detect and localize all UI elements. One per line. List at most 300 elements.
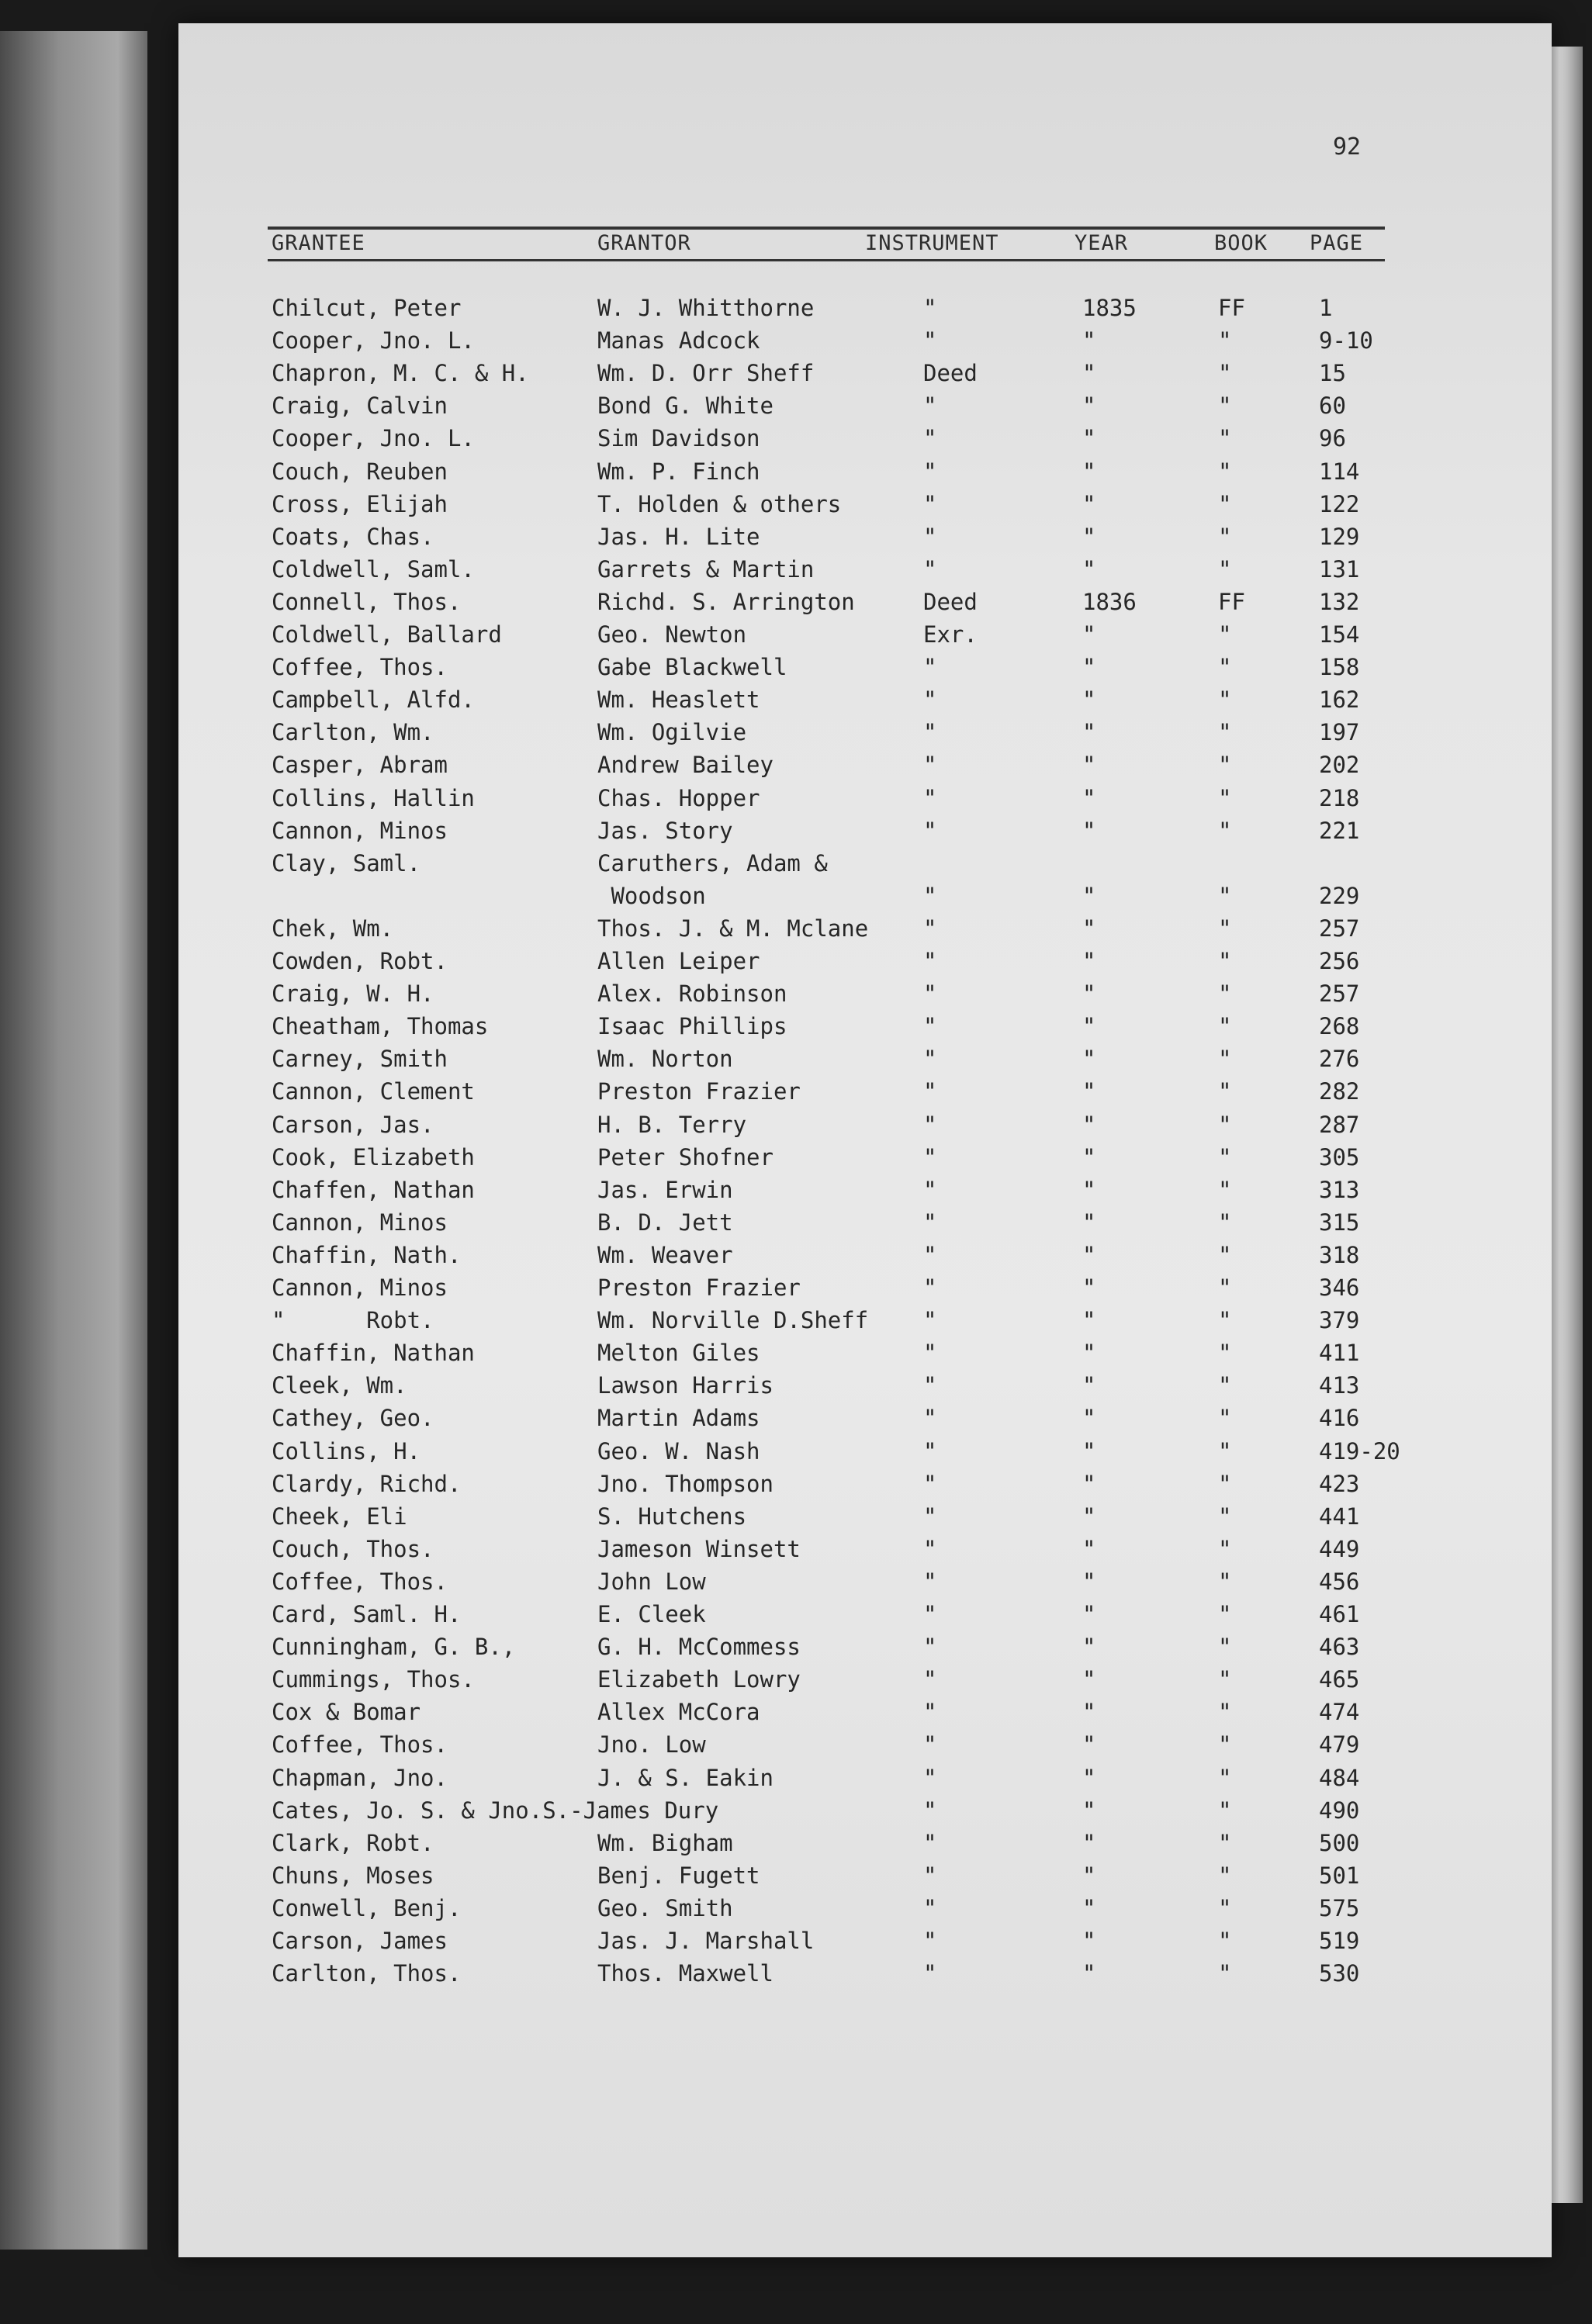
book-cell: "	[1218, 1829, 1232, 1856]
grantor-cell: John Low	[597, 1568, 706, 1595]
grantee-cell: Coffee, Thos.	[272, 1568, 448, 1595]
instrument-cell: "	[923, 1405, 937, 1432]
grantee-cell: Chek, Wm.	[272, 915, 394, 942]
page-cell: 257	[1319, 915, 1360, 942]
book-cell: "	[1218, 882, 1232, 909]
year-cell: "	[1082, 1699, 1096, 1726]
book-cell: "	[1218, 752, 1232, 779]
year-cell: "	[1082, 719, 1096, 746]
table-row	[0, 785, 1592, 818]
page-cell: 411	[1319, 1340, 1360, 1367]
year-cell: "	[1082, 752, 1096, 779]
grantor-cell: Geo. Smith	[597, 1894, 733, 1921]
book-cell: "	[1218, 1960, 1232, 1987]
grantor-cell: Caruthers, Adam &	[597, 849, 828, 877]
year-cell: "	[1082, 458, 1096, 485]
instrument-cell: "	[923, 817, 937, 844]
year-cell: 1835	[1082, 295, 1137, 321]
year-cell: "	[1082, 1340, 1096, 1367]
year-cell: "	[1082, 393, 1096, 420]
grantor-cell: Jas. H. Lite	[597, 523, 760, 550]
table-row	[0, 295, 1592, 327]
table-row	[0, 524, 1592, 556]
table-row	[0, 1765, 1592, 1797]
year-cell: 1836	[1082, 588, 1137, 615]
page-cell: 60	[1319, 393, 1346, 420]
table-row	[0, 458, 1592, 491]
page-cell: 287	[1319, 1111, 1360, 1138]
instrument-cell: "	[923, 1241, 937, 1268]
instrument-cell: "	[923, 1634, 937, 1661]
table-row	[0, 491, 1592, 524]
page-cell: 257	[1319, 980, 1360, 1008]
table-row	[0, 1405, 1592, 1437]
page-cell: 419-20	[1319, 1437, 1400, 1465]
grantee-cell: Cates, Jo. S. & Jno.S.-James Dury	[272, 1797, 719, 1824]
instrument-cell: "	[923, 1437, 937, 1465]
grantor-cell: Geo. W. Nash	[597, 1437, 760, 1465]
instrument-cell: "	[923, 1764, 937, 1791]
grantee-cell: Chapron, M. C. & H.	[272, 360, 529, 387]
book-cell: "	[1218, 425, 1232, 452]
table-row	[0, 818, 1592, 850]
instrument-cell: Exr.	[923, 621, 978, 648]
instrument-cell: "	[923, 980, 937, 1008]
year-cell: "	[1082, 1078, 1096, 1105]
table-row	[0, 915, 1592, 948]
book-cell: "	[1218, 1568, 1232, 1595]
table-row	[0, 1340, 1592, 1372]
year-cell: "	[1082, 1209, 1096, 1236]
page-cell: 268	[1319, 1013, 1360, 1040]
grantee-cell: Cox & Bomar	[272, 1699, 421, 1726]
grantor-cell: Wm. Ogilvie	[597, 719, 747, 746]
year-cell: "	[1082, 1568, 1096, 1595]
page-cell: 202	[1319, 752, 1360, 779]
grantor-cell: Jno. Low	[597, 1731, 706, 1759]
table-row	[0, 393, 1592, 425]
instrument-cell: "	[923, 295, 937, 321]
grantee-cell: Cannon, Minos	[272, 1209, 448, 1236]
book-cell: "	[1218, 1699, 1232, 1726]
grantor-cell: Wm. Norville D.Sheff	[597, 1307, 869, 1334]
grantor-cell: H. B. Terry	[597, 1111, 747, 1138]
instrument-cell: "	[923, 1829, 937, 1856]
grantor-cell: Chas. Hopper	[597, 784, 760, 811]
grantor-cell: Wm. Bigham	[597, 1829, 733, 1856]
page-number: 92	[1333, 133, 1362, 161]
grantor-cell: Peter Shofner	[597, 1143, 774, 1171]
grantee-cell: Coffee, Thos.	[272, 654, 448, 681]
grantee-cell: Campbell, Alfd.	[272, 686, 475, 714]
grantor-cell: Elizabeth Lowry	[597, 1666, 801, 1693]
page-cell: 221	[1319, 817, 1360, 844]
instrument-cell: "	[923, 654, 937, 681]
book-cell: "	[1218, 1601, 1232, 1627]
grantor-cell: Wm. Norton	[597, 1046, 733, 1073]
page-cell: 197	[1319, 719, 1360, 746]
page-cell: 256	[1319, 948, 1360, 974]
year-cell: "	[1082, 1731, 1096, 1759]
grantor-cell: Jas. J. Marshall	[597, 1928, 815, 1954]
book-cell: "	[1218, 1764, 1232, 1791]
page-cell: 530	[1319, 1960, 1360, 1987]
page-cell: 346	[1319, 1274, 1360, 1301]
grantor-cell: B. D. Jett	[597, 1209, 733, 1236]
instrument-cell: "	[923, 1731, 937, 1759]
book-cell: "	[1218, 817, 1232, 844]
grantor-cell: Woodson	[597, 882, 706, 909]
instrument-cell: "	[923, 1601, 937, 1627]
grantee-cell: Clay, Saml.	[272, 849, 421, 877]
header-rule-bottom	[268, 259, 1385, 261]
table-row	[0, 1013, 1592, 1046]
table-row	[0, 1960, 1592, 1993]
grantee-cell: Cannon, Minos	[272, 817, 448, 844]
table-row	[0, 425, 1592, 458]
page-cell: 465	[1319, 1666, 1360, 1693]
book-cell: "	[1218, 1503, 1232, 1530]
grantee-cell: Couch, Thos.	[272, 1535, 434, 1562]
page-cell: 463	[1319, 1634, 1360, 1661]
table-row	[0, 1536, 1592, 1568]
page-cell: 96	[1319, 425, 1346, 452]
book-cell: FF	[1218, 295, 1245, 321]
book-cell: "	[1218, 555, 1232, 583]
book-cell: "	[1218, 1894, 1232, 1921]
year-cell: "	[1082, 817, 1096, 844]
table-row	[0, 654, 1592, 686]
grantor-cell: Andrew Bailey	[597, 752, 774, 779]
table-row	[0, 980, 1592, 1013]
year-cell: "	[1082, 1764, 1096, 1791]
page-cell: 461	[1319, 1601, 1360, 1627]
page-cell: 129	[1319, 523, 1360, 550]
instrument-cell: "	[923, 1568, 937, 1595]
book-cell: "	[1218, 654, 1232, 681]
year-cell: "	[1082, 1013, 1096, 1040]
grantee-cell: Casper, Abram	[272, 752, 448, 779]
year-cell: "	[1082, 490, 1096, 517]
instrument-cell: "	[923, 752, 937, 779]
book-cell: "	[1218, 1209, 1232, 1236]
header-page: PAGE	[1310, 231, 1364, 255]
grantee-cell: Connell, Thos.	[272, 588, 462, 615]
instrument-cell: "	[923, 1470, 937, 1497]
grantor-cell: Preston Frazier	[597, 1274, 801, 1301]
year-cell: "	[1082, 1307, 1096, 1334]
grantee-cell: Cross, Elijah	[272, 490, 448, 517]
year-cell: "	[1082, 1274, 1096, 1301]
grantor-cell: Lawson Harris	[597, 1372, 774, 1399]
page-cell: 441	[1319, 1503, 1360, 1530]
grantee-cell: Chaffen, Nathan	[272, 1176, 475, 1203]
year-cell: "	[1082, 980, 1096, 1008]
instrument-cell: "	[923, 1111, 937, 1138]
grantee-cell: Collins, Hallin	[272, 784, 475, 811]
table-row	[0, 1438, 1592, 1471]
page-cell: 132	[1319, 588, 1360, 615]
book-cell: "	[1218, 1666, 1232, 1693]
book-cell: "	[1218, 1241, 1232, 1268]
table-row	[0, 1177, 1592, 1209]
book-cell: "	[1218, 1274, 1232, 1301]
instrument-cell: "	[923, 1176, 937, 1203]
instrument-cell: "	[923, 1143, 937, 1171]
table-row	[0, 1112, 1592, 1144]
book-cell: "	[1218, 1307, 1232, 1334]
instrument-cell: "	[923, 1274, 937, 1301]
table-row	[0, 1307, 1592, 1340]
instrument-cell: "	[923, 1797, 937, 1824]
table-row	[0, 1862, 1592, 1895]
year-cell: "	[1082, 948, 1096, 974]
grantee-cell: Cathey, Geo.	[272, 1405, 434, 1432]
year-cell: "	[1082, 654, 1096, 681]
book-cell: "	[1218, 360, 1232, 387]
grantee-cell: Craig, W. H.	[272, 980, 434, 1008]
instrument-cell: "	[923, 523, 937, 550]
instrument-cell: "	[923, 458, 937, 485]
instrument-cell: "	[923, 882, 937, 909]
book-cell: "	[1218, 1046, 1232, 1073]
page-cell: 519	[1319, 1928, 1360, 1954]
table-row	[0, 1209, 1592, 1242]
book-cell: "	[1218, 1535, 1232, 1562]
book-cell: "	[1218, 915, 1232, 942]
year-cell: "	[1082, 1437, 1096, 1465]
table-row	[0, 1274, 1592, 1307]
year-cell: "	[1082, 882, 1096, 909]
grantor-cell: S. Hutchens	[597, 1503, 747, 1530]
instrument-cell: "	[923, 1372, 937, 1399]
year-cell: "	[1082, 1666, 1096, 1693]
book-cell: "	[1218, 784, 1232, 811]
header-year: YEAR	[1075, 231, 1129, 255]
instrument-cell: "	[923, 1862, 937, 1889]
book-cell: "	[1218, 327, 1232, 354]
instrument-cell: "	[923, 1340, 937, 1367]
header-grantor: GRANTOR	[597, 231, 691, 255]
grantor-cell: Wm. Heaslett	[597, 686, 760, 714]
instrument-cell: "	[923, 1928, 937, 1954]
page-cell: 379	[1319, 1307, 1360, 1334]
book-cell: "	[1218, 719, 1232, 746]
grantor-cell: Sim Davidson	[597, 425, 760, 452]
table-row	[0, 1242, 1592, 1274]
book-cell: "	[1218, 1797, 1232, 1824]
page-cell: 313	[1319, 1176, 1360, 1203]
grantee-cell: Chapman, Jno.	[272, 1764, 448, 1791]
grantor-cell: Allex McCora	[597, 1699, 760, 1726]
table-row	[0, 1634, 1592, 1666]
grantor-cell: Jas. Story	[597, 817, 733, 844]
instrument-cell: Deed	[923, 360, 978, 387]
grantee-cell: Carlton, Wm.	[272, 719, 434, 746]
book-cell: "	[1218, 1731, 1232, 1759]
instrument-cell: "	[923, 915, 937, 942]
grantor-cell: Melton Giles	[597, 1340, 760, 1367]
book-cell: "	[1218, 1176, 1232, 1203]
book-cell: "	[1218, 621, 1232, 648]
page-cell: 9-10	[1319, 327, 1373, 354]
grantee-cell: Cowden, Robt.	[272, 948, 448, 974]
grantee-cell: Clardy, Richd.	[272, 1470, 462, 1497]
year-cell: "	[1082, 1928, 1096, 1954]
page-cell: 490	[1319, 1797, 1360, 1824]
grantee-cell: " Robt.	[272, 1307, 434, 1334]
table-row	[0, 556, 1592, 589]
year-cell: "	[1082, 1241, 1096, 1268]
grantee-cell: Coldwell, Ballard	[272, 621, 502, 648]
grantor-cell: Benj. Fugett	[597, 1862, 760, 1889]
year-cell: "	[1082, 915, 1096, 942]
book-cell: "	[1218, 458, 1232, 485]
year-cell: "	[1082, 555, 1096, 583]
page-cell: 479	[1319, 1731, 1360, 1759]
grantor-cell: Martin Adams	[597, 1405, 760, 1432]
year-cell: "	[1082, 1503, 1096, 1530]
year-cell: "	[1082, 1372, 1096, 1399]
grantee-cell: Cooper, Jno. L.	[272, 327, 475, 354]
instrument-cell: "	[923, 784, 937, 811]
book-cell: "	[1218, 1078, 1232, 1105]
grantee-cell: Carson, Jas.	[272, 1111, 434, 1138]
table-row	[0, 360, 1592, 393]
instrument-cell: "	[923, 1209, 937, 1236]
page-cell: 15	[1319, 360, 1346, 387]
table-row	[0, 1895, 1592, 1928]
page-cell: 575	[1319, 1894, 1360, 1921]
book-cell: "	[1218, 948, 1232, 974]
grantee-cell: Chaffin, Nathan	[272, 1340, 475, 1367]
grantor-cell: W. J. Whitthorne	[597, 295, 815, 321]
page-cell: 282	[1319, 1078, 1360, 1105]
page-cell: 276	[1319, 1046, 1360, 1073]
grantee-cell: Carney, Smith	[272, 1046, 448, 1073]
book-cell: "	[1218, 1928, 1232, 1954]
year-cell: "	[1082, 425, 1096, 452]
instrument-cell: "	[923, 1503, 937, 1530]
grantor-cell: Thos. J. & M. Mclane	[597, 915, 869, 942]
table-row	[0, 752, 1592, 784]
table-row	[0, 1601, 1592, 1634]
table-row	[0, 1078, 1592, 1111]
grantor-cell: Jno. Thompson	[597, 1470, 774, 1497]
year-cell: "	[1082, 1829, 1096, 1856]
table-row	[0, 686, 1592, 719]
grantor-cell: Garrets & Martin	[597, 555, 815, 583]
grantor-cell: Geo. Newton	[597, 621, 747, 648]
grantee-cell: Cummings, Thos.	[272, 1666, 475, 1693]
year-cell: "	[1082, 327, 1096, 354]
grantor-cell: J. & S. Eakin	[597, 1764, 774, 1791]
table-row	[0, 883, 1592, 915]
table-row	[0, 1144, 1592, 1177]
year-cell: "	[1082, 1862, 1096, 1889]
instrument-cell: "	[923, 686, 937, 714]
book-cell: "	[1218, 1340, 1232, 1367]
year-cell: "	[1082, 1634, 1096, 1661]
year-cell: "	[1082, 1960, 1096, 1987]
grantor-cell: Alex. Robinson	[597, 980, 787, 1008]
instrument-cell: "	[923, 555, 937, 583]
table-row	[0, 1372, 1592, 1405]
instrument-cell: "	[923, 719, 937, 746]
year-cell: "	[1082, 1894, 1096, 1921]
instrument-cell: "	[923, 1013, 937, 1040]
book-cell: FF	[1218, 588, 1245, 615]
page-cell: 158	[1319, 654, 1360, 681]
page-cell: 305	[1319, 1143, 1360, 1171]
grantor-cell: Richd. S. Arrington	[597, 588, 855, 615]
grantee-cell: Couch, Reuben	[272, 458, 448, 485]
table-row	[0, 1568, 1592, 1601]
grantee-cell: Cook, Elizabeth	[272, 1143, 475, 1171]
instrument-cell: "	[923, 1046, 937, 1073]
grantor-cell: Thos. Maxwell	[597, 1960, 774, 1987]
year-cell: "	[1082, 523, 1096, 550]
page-cell: 416	[1319, 1405, 1360, 1432]
table-row	[0, 719, 1592, 752]
grantor-cell: Isaac Phillips	[597, 1013, 787, 1040]
grantor-cell: Bond G. White	[597, 393, 774, 420]
table-row	[0, 1699, 1592, 1731]
instrument-cell: Deed	[923, 588, 978, 615]
grantee-cell: Chilcut, Peter	[272, 295, 462, 321]
grantee-cell: Cleek, Wm.	[272, 1372, 407, 1399]
instrument-cell: "	[923, 1960, 937, 1987]
book-cell: "	[1218, 1470, 1232, 1497]
year-cell: "	[1082, 1046, 1096, 1073]
book-cell: "	[1218, 393, 1232, 420]
header-grantee: GRANTEE	[272, 231, 365, 255]
instrument-cell: "	[923, 1535, 937, 1562]
book-cell: "	[1218, 980, 1232, 1008]
year-cell: "	[1082, 1176, 1096, 1203]
page-cell: 162	[1319, 686, 1360, 714]
instrument-cell: "	[923, 1699, 937, 1726]
table-row	[0, 1928, 1592, 1960]
grantee-cell: Conwell, Benj.	[272, 1894, 462, 1921]
year-cell: "	[1082, 1111, 1096, 1138]
page-cell: 423	[1319, 1470, 1360, 1497]
instrument-cell: "	[923, 327, 937, 354]
year-cell: "	[1082, 1470, 1096, 1497]
year-cell: "	[1082, 1143, 1096, 1171]
page-cell: 1	[1319, 295, 1333, 321]
grantee-cell: Carlton, Thos.	[272, 1960, 462, 1987]
table-row	[0, 327, 1592, 360]
year-cell: "	[1082, 1797, 1096, 1824]
year-cell: "	[1082, 1535, 1096, 1562]
page-cell: 456	[1319, 1568, 1360, 1595]
table-row	[0, 1731, 1592, 1764]
book-cell: "	[1218, 1143, 1232, 1171]
grantee-cell: Cannon, Minos	[272, 1274, 448, 1301]
table-row	[0, 1503, 1592, 1536]
book-cell: "	[1218, 1111, 1232, 1138]
grantee-cell: Card, Saml. H.	[272, 1601, 462, 1627]
page-cell: 500	[1319, 1829, 1360, 1856]
book-cell: "	[1218, 1437, 1232, 1465]
year-cell: "	[1082, 1405, 1096, 1432]
page-cell: 154	[1319, 621, 1360, 648]
page-cell: 449	[1319, 1535, 1360, 1562]
grantee-cell: Chuns, Moses	[272, 1862, 434, 1889]
book-cell: "	[1218, 1372, 1232, 1399]
instrument-cell: "	[923, 393, 937, 420]
